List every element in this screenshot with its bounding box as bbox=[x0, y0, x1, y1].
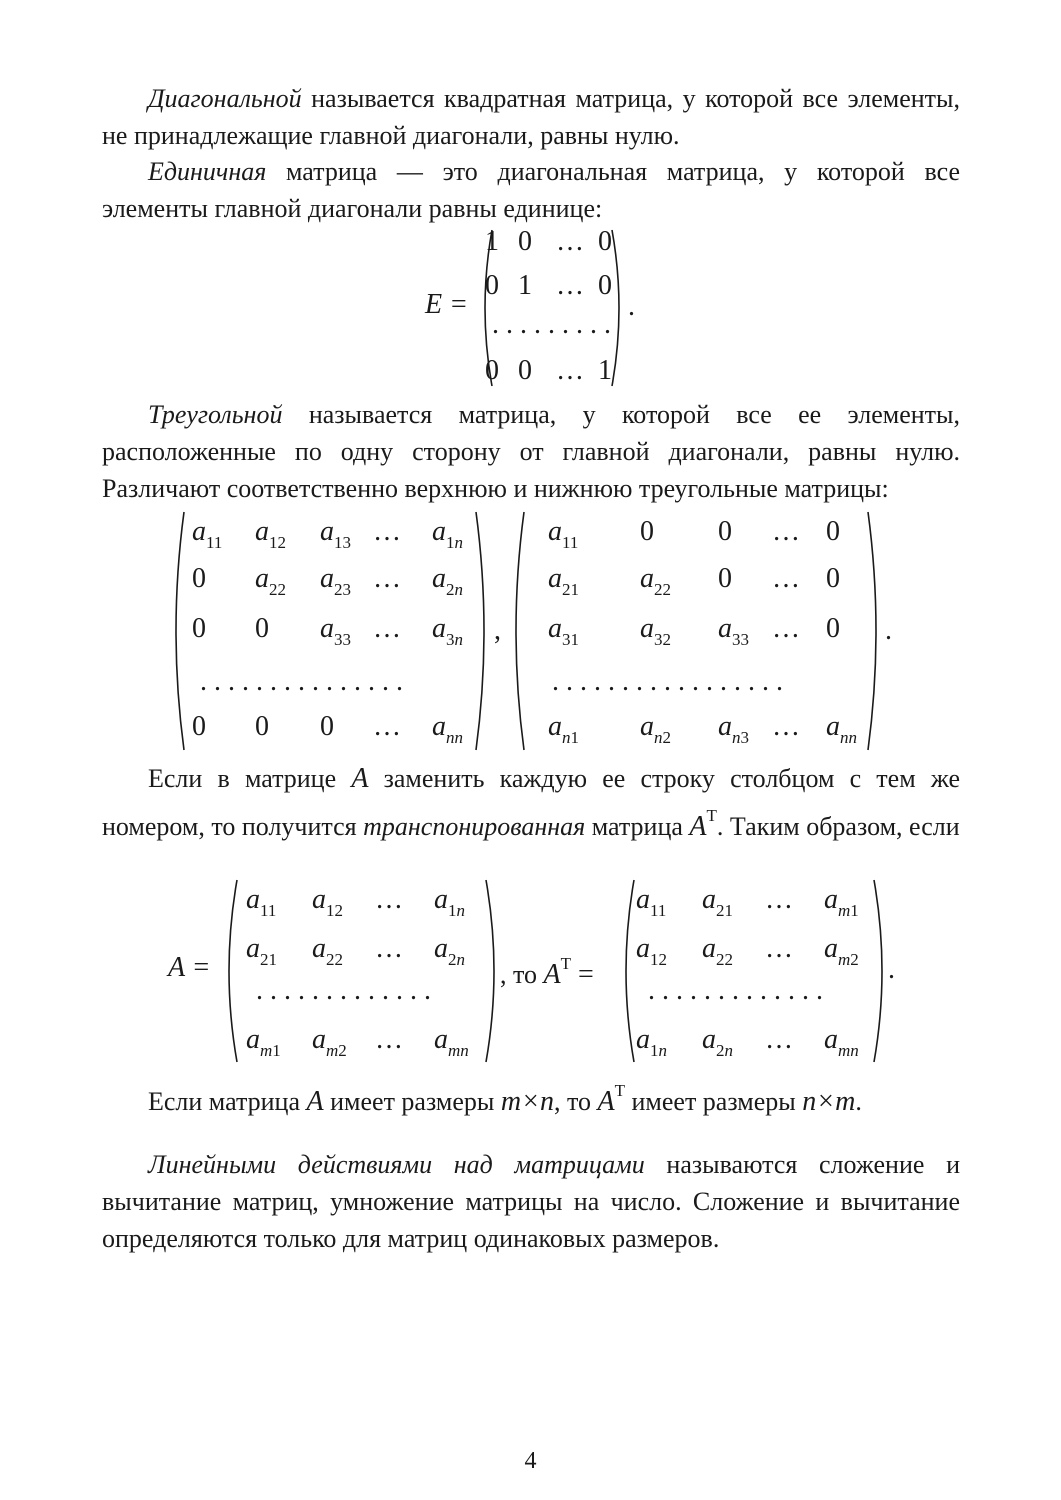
triangular-end: . bbox=[885, 615, 892, 646]
lower-dots-row: . . . . . . . . . . . . . . . . . bbox=[552, 666, 783, 697]
paragraph-linear-ops bbox=[102, 1146, 960, 1257]
A-cell: … bbox=[375, 884, 403, 915]
identity-cell: 0 bbox=[518, 226, 532, 257]
A-cell: $a_{21}$ bbox=[246, 933, 277, 969]
text-run: , то bbox=[500, 960, 544, 989]
upper-cell: $a_{3n}$ bbox=[432, 613, 463, 649]
var-A: A bbox=[306, 1086, 324, 1117]
text-run: = bbox=[571, 959, 594, 990]
A-cell: $a_{m1}$ bbox=[246, 1024, 281, 1060]
paragraph-text: называется квадратная матрица, у которой все элементы, не принадлежащие главной диагонали, равны нулю. bbox=[102, 84, 960, 150]
AT-cell: $a_{21}$ bbox=[702, 884, 733, 920]
AT-cell: … bbox=[765, 933, 793, 964]
lower-cell: … bbox=[772, 711, 800, 742]
identity-cell: … bbox=[556, 355, 584, 386]
AT-cell: $a_{mn}$ bbox=[824, 1024, 859, 1060]
lower-cell: … bbox=[772, 613, 800, 644]
A-cell: … bbox=[375, 1024, 403, 1055]
paragraph-text: матрица — это диагональная матрица, у которой все элементы главной диагонали равны единице: bbox=[102, 157, 960, 223]
upper-cell: 0 bbox=[255, 613, 269, 644]
upper-dots-row: . . . . . . . . . . . . . . . bbox=[200, 666, 403, 697]
text-run: имеет размеры bbox=[625, 1087, 803, 1116]
identity-cell: 0 bbox=[518, 355, 532, 386]
triangular-separator: , bbox=[494, 615, 501, 646]
upper-cell: $a_{12}$ bbox=[255, 516, 286, 552]
identity-dots-row: . . . . . . . . . bbox=[492, 309, 611, 340]
upper-cell: 0 bbox=[192, 563, 206, 594]
lower-cell: 0 bbox=[718, 563, 732, 594]
upper-cell: … bbox=[373, 516, 401, 547]
paragraph-text: называется матрица, у которой все ее элементы, расположенные по одну сторону от главной диагонали, равны нулю. Различают соответственно верхнюю и нижнюю треугольные матрицы: bbox=[102, 400, 960, 503]
A-cell: $a_{22}$ bbox=[312, 933, 343, 969]
lower-left-paren bbox=[508, 510, 528, 752]
dims-n-by-m: n×m bbox=[802, 1086, 856, 1117]
AT-cell: $a_{22}$ bbox=[702, 933, 733, 969]
var-A: A bbox=[689, 811, 707, 842]
identity-cell: … bbox=[556, 226, 584, 257]
upper-cell: … bbox=[373, 711, 401, 742]
upper-cell: $a_{23}$ bbox=[320, 563, 351, 599]
text-run: , то bbox=[553, 1087, 598, 1116]
transpose-left-label: A = bbox=[168, 952, 211, 983]
paragraph-triangular bbox=[102, 396, 960, 507]
superscript-T: T bbox=[614, 1081, 625, 1100]
paragraph-transpose bbox=[102, 760, 960, 845]
upper-cell: 0 bbox=[320, 711, 334, 742]
identity-cell: 0 bbox=[598, 270, 612, 301]
paragraph-identity bbox=[102, 153, 960, 227]
lower-cell: 0 bbox=[826, 563, 840, 594]
A-cell: $a_{11}$ bbox=[246, 884, 277, 920]
A-cell: $a_{2n}$ bbox=[434, 933, 465, 969]
paragraph-diagonal bbox=[102, 80, 960, 154]
paragraph-text: называются сложение и вычитание матриц, умножение матрицы на число. Сложение и вычитание определяются только для матриц одинаковых размеров. bbox=[102, 1150, 960, 1253]
upper-cell: 0 bbox=[255, 711, 269, 742]
A-dots-row: . . . . . . . . . . . . . bbox=[256, 975, 431, 1006]
AT-cell: $a_{m2}$ bbox=[824, 933, 859, 969]
lower-cell: $a_{n3}$ bbox=[718, 711, 749, 747]
lower-cell: $a_{nn}$ bbox=[826, 711, 857, 747]
term-transposed: транспонированная bbox=[363, 812, 586, 841]
term-diagonal: Диагональной bbox=[148, 84, 302, 113]
paragraph-dimensions bbox=[102, 1072, 960, 1120]
AT-cell: … bbox=[765, 884, 793, 915]
AT-cell: … bbox=[765, 1024, 793, 1055]
lower-cell: 0 bbox=[826, 613, 840, 644]
AT-right-paren bbox=[870, 878, 890, 1064]
upper-cell: $a_{2n}$ bbox=[432, 563, 463, 599]
lower-cell: 0 bbox=[826, 516, 840, 547]
lower-cell: $a_{22}$ bbox=[640, 563, 671, 599]
A-left-paren bbox=[221, 878, 241, 1064]
AT-left-paren bbox=[618, 878, 638, 1064]
identity-cell: 1 bbox=[598, 355, 612, 386]
AT-cell: $a_{2n}$ bbox=[702, 1024, 733, 1060]
AT-cell: $a_{1n}$ bbox=[636, 1024, 667, 1060]
lower-cell: $a_{21}$ bbox=[548, 563, 579, 599]
lower-cell: $a_{n2}$ bbox=[640, 711, 671, 747]
var-A: A bbox=[597, 1086, 615, 1117]
lower-cell: $a_{33}$ bbox=[718, 613, 749, 649]
text-run: имеет размеры bbox=[323, 1087, 501, 1116]
upper-cell: 0 bbox=[192, 613, 206, 644]
identity-cell: … bbox=[556, 270, 584, 301]
identity-end: . bbox=[628, 291, 635, 322]
var-A: A bbox=[351, 763, 369, 794]
term-triangular: Треугольной bbox=[148, 400, 283, 429]
identity-cell: 0 bbox=[485, 355, 499, 386]
upper-cell: $a_{1n}$ bbox=[432, 516, 463, 552]
transpose-middle bbox=[500, 954, 594, 991]
upper-cell: $a_{nn}$ bbox=[432, 711, 463, 747]
lower-cell: $a_{11}$ bbox=[548, 516, 579, 552]
var-A: A bbox=[543, 959, 561, 990]
text-run: Если в матрице bbox=[148, 764, 352, 793]
term-identity: Единичная bbox=[148, 157, 267, 186]
upper-cell: $a_{13}$ bbox=[320, 516, 351, 552]
text-run: заменить каждую ее строку столбцом с тем же номером, то получится bbox=[102, 764, 960, 841]
A-right-paren bbox=[482, 878, 502, 1064]
dims-m-by-n: m×n bbox=[500, 1086, 554, 1117]
identity-cell: 1 bbox=[518, 270, 532, 301]
lower-right-paren bbox=[864, 510, 884, 752]
identity-cell: 1 bbox=[485, 226, 499, 257]
lower-cell: … bbox=[772, 516, 800, 547]
lower-cell: $a_{n1}$ bbox=[548, 711, 579, 747]
lower-cell: 0 bbox=[640, 516, 654, 547]
upper-left-paren bbox=[168, 510, 188, 752]
upper-cell: $a_{11}$ bbox=[192, 516, 223, 552]
AT-cell: $a_{11}$ bbox=[636, 884, 667, 920]
upper-cell: $a_{22}$ bbox=[255, 563, 286, 599]
transpose-end: . bbox=[888, 954, 895, 985]
superscript-T: T bbox=[706, 806, 717, 825]
text-run: Если матрица bbox=[148, 1087, 307, 1116]
upper-cell: $a_{33}$ bbox=[320, 613, 351, 649]
A-cell: $a_{mn}$ bbox=[434, 1024, 469, 1060]
upper-cell: … bbox=[373, 613, 401, 644]
lower-cell: … bbox=[772, 563, 800, 594]
upper-right-paren bbox=[472, 510, 492, 752]
text-run: матрица bbox=[585, 812, 690, 841]
A-cell: $a_{m2}$ bbox=[312, 1024, 347, 1060]
identity-label: E = bbox=[425, 289, 468, 320]
AT-cell: $a_{12}$ bbox=[636, 933, 667, 969]
lower-cell: $a_{31}$ bbox=[548, 613, 579, 649]
A-cell: $a_{1n}$ bbox=[434, 884, 465, 920]
identity-cell: 0 bbox=[598, 226, 612, 257]
upper-cell: … bbox=[373, 563, 401, 594]
page-number: 4 bbox=[524, 1448, 537, 1474]
text-run: . bbox=[855, 1087, 862, 1116]
AT-cell: $a_{m1}$ bbox=[824, 884, 859, 920]
term-linear-ops: Линейными действиями над матрицами bbox=[148, 1150, 645, 1179]
superscript-T: T bbox=[560, 954, 572, 973]
A-cell: … bbox=[375, 933, 403, 964]
identity-cell: 0 bbox=[485, 270, 499, 301]
AT-dots-row: . . . . . . . . . . . . . bbox=[648, 975, 823, 1006]
A-cell: $a_{12}$ bbox=[312, 884, 343, 920]
lower-cell: $a_{32}$ bbox=[640, 613, 671, 649]
lower-cell: 0 bbox=[718, 516, 732, 547]
text-run: . Таким образом, если bbox=[716, 812, 960, 841]
upper-cell: 0 bbox=[192, 711, 206, 742]
